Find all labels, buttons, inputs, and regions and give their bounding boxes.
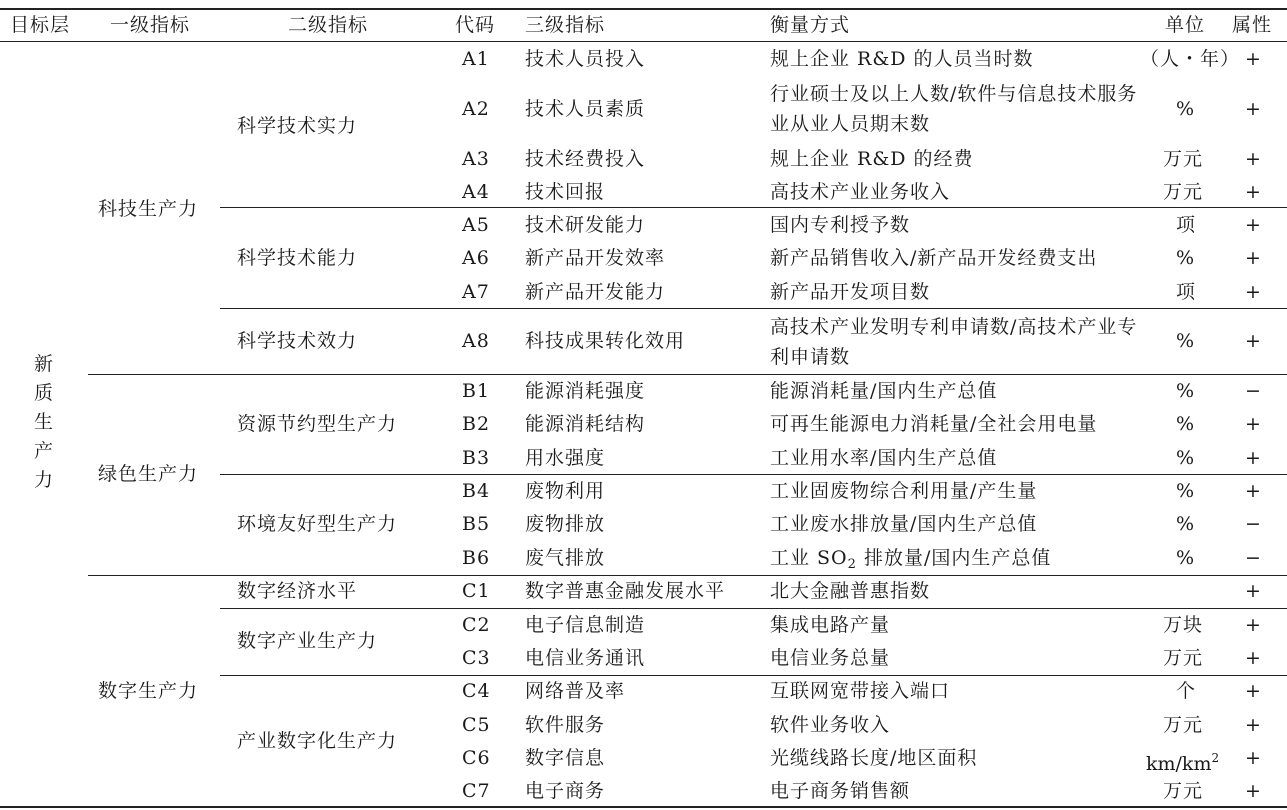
row-code: A6 [462,247,490,269]
row-code: B4 [462,480,491,502]
level2-cell: 科学技术能力 [237,247,358,269]
row-code: A3 [462,148,490,170]
row-measure: 高技术产业发明专利申请数/高技术产业专利申请数 [770,316,1138,368]
row-attr: + [1245,48,1262,70]
row-indicator: 数字信息 [525,747,606,769]
row-unit: % [1176,547,1196,569]
unit-part: km/km [1146,753,1212,775]
row-measure: 工业固废物综合利用量/产生量 [770,480,1038,502]
level2-divider [220,308,1287,309]
row-indicator: 废物排放 [525,513,606,535]
level2-divider [220,675,1287,676]
row-attr: + [1245,780,1262,802]
row-unit: % [1176,380,1196,402]
row-indicator: 能源消耗结构 [525,413,646,435]
row-measure: 工业废水排放量/国内生产总值 [770,513,1038,535]
row-code: A4 [462,181,490,203]
row-measure [770,547,1051,576]
row-code: B6 [462,547,491,569]
level1-divider [88,374,1287,375]
row-code: B5 [462,513,491,535]
row-attr: + [1245,181,1262,203]
row-measure: 能源消耗量/国内生产总值 [770,380,998,402]
row-unit: 万元 [1163,780,1204,802]
row-code: B3 [462,447,491,469]
row-measure: 高技术产业业务收入 [770,181,951,203]
row-measure: 电信业务总量 [770,647,891,669]
level2-cell: 资源节约型生产力 [237,413,398,435]
row-measure: 北大金融普惠指数 [770,580,931,602]
row-attr: − [1245,380,1262,402]
row-indicator: 用水强度 [525,447,606,469]
row-indicator: 技术回报 [525,181,606,203]
row-measure: 电子商务销售额 [770,780,911,802]
row-code: C5 [462,714,491,736]
row-attr: + [1245,580,1262,602]
row-code: C7 [462,780,491,802]
row-attr: − [1245,547,1262,569]
row-indicator: 电子商务 [525,780,606,802]
row-unit: 万元 [1163,714,1204,736]
row-code: A7 [462,281,490,303]
row-attr: + [1245,98,1262,120]
row-attr: + [1245,413,1262,435]
header-attr: 属性 [1232,14,1273,36]
top-rule [0,8,1287,10]
header-measure: 衡量方式 [770,14,851,36]
measure-part: 排放量/国内生产总值 [856,547,1052,569]
level2-cell: 科学技术效力 [237,330,358,352]
row-indicator: 废物利用 [525,480,606,502]
level2-cell: 科学技术实力 [237,115,358,137]
level2-cell: 数字产业生产力 [237,630,378,652]
row-code: C2 [462,614,491,636]
row-unit: % [1176,247,1196,269]
header-level1: 一级指标 [110,14,191,36]
row-attr: + [1245,747,1262,769]
row-measure: 工业用水率/国内生产总值 [770,447,998,469]
row-measure: 互联网宽带接入端口 [770,680,951,702]
row-unit: % [1176,330,1196,352]
row-indicator: 能源消耗强度 [525,380,646,402]
level1-cell: 绿色生产力 [98,463,199,485]
header-level2: 二级指标 [288,14,369,36]
row-code: B1 [462,380,491,402]
row-unit: % [1176,98,1196,120]
row-attr: + [1245,247,1262,269]
header-code: 代码 [455,14,496,36]
row-attr: + [1245,714,1262,736]
row-unit: % [1176,447,1196,469]
level1-cell: 科技生产力 [98,198,199,220]
level2-divider [220,474,1287,475]
header-level3: 三级指标 [525,14,606,36]
row-code: C6 [462,747,491,769]
row-measure: 新产品销售收入/新产品开发经费支出 [770,247,1098,269]
row-unit: % [1176,480,1196,502]
row-attr: + [1245,330,1262,352]
bottom-rule [0,806,1287,808]
goal-cell: 新质生产力 [33,353,54,491]
level2-cell: 产业数字化生产力 [237,730,398,752]
row-attr: + [1245,680,1262,702]
row-measure: 行业硕士及以上人数/软件与信息技术服务业从业人员期末数 [770,83,1138,135]
row-unit: 万元 [1163,148,1204,170]
subscript: 2 [847,557,857,572]
header-goal: 目标层 [10,14,71,36]
row-code: C4 [462,680,491,702]
level2-cell: 环境友好型生产力 [237,513,398,535]
row-indicator: 新产品开发能力 [525,281,666,303]
row-code: C3 [462,647,491,669]
row-unit: 项 [1176,214,1197,236]
header-rule [0,41,1287,42]
row-attr: + [1245,480,1262,502]
row-unit: % [1176,513,1196,535]
level2-cell: 数字经济水平 [237,580,358,602]
row-attr: + [1245,447,1262,469]
row-indicator: 技术人员投入 [525,48,646,70]
row-measure: 软件业务收入 [770,714,891,736]
header-unit: 单位 [1165,14,1206,36]
row-indicator: 网络普及率 [525,680,626,702]
row-code: A8 [462,330,490,352]
level2-divider [220,207,1287,208]
row-measure: 规上企业 R&D 的人员当时数 [770,48,1034,70]
superscript: 2 [1211,751,1220,765]
row-attr: + [1245,281,1262,303]
row-unit: % [1176,413,1196,435]
row-unit: 万元 [1163,181,1204,203]
row-attr: − [1245,513,1262,535]
row-indicator: 废气排放 [525,547,606,569]
row-indicator: 电子信息制造 [525,614,646,636]
row-indicator: 软件服务 [525,714,606,736]
level2-divider [220,608,1287,609]
level1-cell: 数字生产力 [98,680,199,702]
row-unit: （人・年） [1140,48,1241,70]
row-indicator: 科技成果转化效用 [525,330,686,352]
row-code: C1 [462,580,491,602]
row-attr: + [1245,614,1262,636]
row-code: A5 [462,214,490,236]
row-unit: 万元 [1163,647,1204,669]
row-measure: 集成电路产量 [770,614,891,636]
row-attr: + [1245,647,1262,669]
row-unit: 项 [1176,281,1197,303]
row-unit: 万块 [1163,614,1204,636]
row-attr: + [1245,214,1262,236]
level1-divider [88,575,1287,576]
row-measure: 新产品开发项目数 [770,281,931,303]
row-indicator: 技术研发能力 [525,214,646,236]
row-indicator: 电信业务通讯 [525,647,646,669]
row-indicator: 新产品开发效率 [525,247,666,269]
row-measure: 规上企业 R&D 的经费 [770,148,974,170]
row-attr: + [1245,148,1262,170]
row-measure: 国内专利授予数 [770,214,911,236]
row-measure: 可再生能源电力消耗量/全社会用电量 [770,413,1098,435]
row-unit: 个 [1176,680,1197,702]
row-code: A2 [462,98,490,120]
row-unit [1146,747,1219,775]
row-code: B2 [462,413,491,435]
row-indicator: 数字普惠金融发展水平 [525,580,726,602]
row-indicator: 技术经费投入 [525,148,646,170]
row-code: A1 [462,48,490,70]
measure-part: 工业 SO [770,547,848,569]
row-measure: 光缆线路长度/地区面积 [770,747,978,769]
row-indicator: 技术人员素质 [525,98,646,120]
